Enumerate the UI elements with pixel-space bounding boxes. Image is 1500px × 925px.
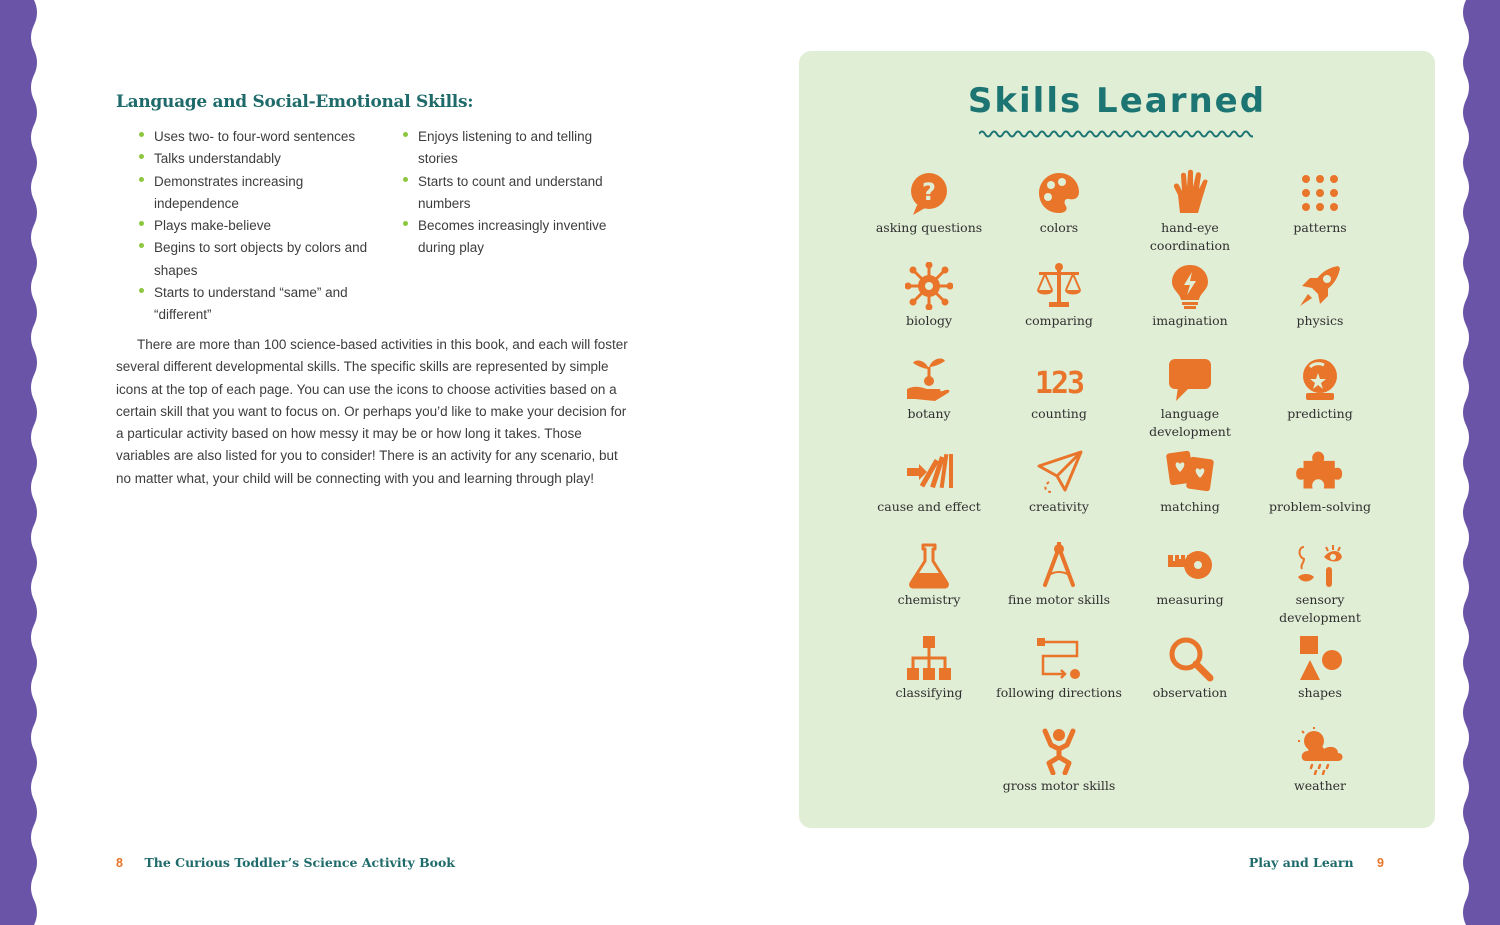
skill-label: problem-solving — [1268, 499, 1372, 514]
microbe-icon — [905, 262, 953, 310]
section-title: Play and Learn — [1248, 855, 1354, 870]
skill-item — [1255, 262, 1385, 330]
list-item: Starts to understand “same” and “different” — [136, 282, 376, 327]
skill-label: cause and effect — [877, 499, 981, 514]
dominoes-icon — [905, 448, 953, 496]
right-footer — [1249, 855, 1384, 870]
skill-label: fine motor skills — [1007, 592, 1111, 607]
list-item: Becomes increasingly inventive during play — [400, 215, 630, 260]
skill-label: matching — [1160, 499, 1220, 514]
skill-label: classifying — [895, 685, 963, 700]
list-item: Uses two- to four-word sentences — [136, 126, 376, 148]
svg-text:?: ? — [922, 178, 936, 206]
page-number: 9 — [1377, 856, 1384, 870]
scale-icon — [1035, 262, 1083, 310]
skill-item — [1125, 448, 1255, 516]
skills-bullet-list-col1 — [136, 126, 376, 327]
left-wavy-border — [0, 0, 44, 925]
title-underline-wave — [979, 129, 1253, 139]
magnifier-icon — [1166, 634, 1214, 682]
skill-label: imagination — [1152, 313, 1228, 328]
list-item: Enjoys listening to and telling stories — [400, 126, 630, 171]
question-bubble-icon — [905, 169, 953, 217]
skill-item — [864, 169, 994, 237]
body-paragraph: There are more than 100 science-based activities in this book, and each will foster several different developmental skills. The specific skills are represented by simple icons at the top of each page. You can use the icons to choose activities based on a certain skill that you want to focus on. Or perhaps you’d like to make your decision for a particular activity based on how messy it may be or how long it takes. Those variables are also listed for you to consider! There is an activity for any scenario, but no matter what, your child will be connecting with you and learning through play! — [116, 337, 628, 486]
list-item: Demonstrates increasing independence — [136, 171, 376, 216]
skill-label: botany — [907, 406, 951, 421]
skill-item — [994, 355, 1124, 423]
skill-label: patterns — [1293, 220, 1347, 235]
skill-label: weather — [1294, 778, 1346, 793]
shapes-icon — [1296, 634, 1344, 682]
skill-item — [1255, 448, 1385, 516]
skill-item — [1255, 634, 1385, 702]
skill-label: chemistry — [897, 592, 961, 607]
hand-icon — [1166, 169, 1214, 217]
senses-icon — [1296, 541, 1344, 589]
skill-label: counting — [1031, 406, 1087, 421]
svg-text:123: 123 — [1035, 366, 1083, 401]
skill-label: hand-eye coordination — [1149, 220, 1231, 253]
cards-icon — [1166, 448, 1214, 496]
skill-item — [994, 541, 1124, 609]
skill-item — [864, 355, 994, 423]
list-item: Plays make-believe — [136, 215, 376, 237]
skill-label: predicting — [1287, 406, 1353, 421]
skill-label: following directions — [996, 685, 1122, 700]
book-title: The Curious Toddler’s Science Activity Book — [144, 855, 455, 870]
list-item: Talks understandably — [136, 148, 376, 170]
skill-label: asking questions — [875, 220, 983, 235]
skill-item — [1255, 727, 1385, 795]
section-heading: Language and Social-Emotional Skills: — [116, 92, 474, 112]
skill-label: creativity — [1029, 499, 1089, 514]
puzzle-icon — [1296, 448, 1344, 496]
skill-item — [864, 448, 994, 516]
skill-item — [1125, 169, 1255, 255]
skill-item — [994, 634, 1124, 702]
skill-item — [1125, 262, 1255, 330]
skill-label: comparing — [1025, 313, 1093, 328]
skill-item — [1125, 541, 1255, 609]
flowchart-icon — [1035, 634, 1083, 682]
skill-label: gross motor skills — [1002, 778, 1116, 793]
skill-label: physics — [1296, 313, 1344, 328]
page-number: 8 — [116, 856, 123, 870]
palette-icon — [1035, 169, 1083, 217]
skill-item — [1255, 541, 1385, 627]
skill-item — [994, 448, 1124, 516]
speech-bubble-icon — [1166, 355, 1214, 403]
dot-grid-icon — [1296, 169, 1344, 217]
flask-icon — [905, 541, 953, 589]
skill-label: shapes — [1298, 685, 1342, 700]
skill-label: language development — [1149, 406, 1231, 439]
skill-label: measuring — [1156, 592, 1224, 607]
rocket-icon — [1296, 262, 1344, 310]
skill-item — [864, 262, 994, 330]
jumping-person-icon — [1035, 727, 1083, 775]
skill-label: sensory development — [1279, 592, 1361, 625]
compass-icon — [1035, 541, 1083, 589]
skill-item — [994, 727, 1124, 795]
numbers-icon — [1035, 355, 1083, 403]
skill-item — [1125, 634, 1255, 702]
tape-measure-icon — [1166, 541, 1214, 589]
cloud-rain-icon — [1296, 727, 1344, 775]
list-item: Starts to count and understand numbers — [400, 171, 630, 216]
skill-item — [1125, 355, 1255, 441]
skill-item — [1255, 169, 1385, 237]
list-item: Begins to sort objects by colors and shapes — [136, 237, 376, 282]
skill-item — [1255, 355, 1385, 423]
skill-item — [864, 541, 994, 609]
skill-label: colors — [1039, 220, 1079, 235]
right-wavy-border — [1456, 0, 1500, 925]
skill-item — [994, 169, 1124, 237]
skill-label: observation — [1152, 685, 1228, 700]
skill-item — [864, 634, 994, 702]
skill-label: biology — [905, 313, 953, 328]
crystal-ball-icon — [1296, 355, 1344, 403]
lightbulb-icon — [1166, 262, 1214, 310]
skills-learned-panel — [799, 51, 1435, 828]
skill-item — [994, 262, 1124, 330]
paper-plane-icon — [1035, 448, 1083, 496]
hierarchy-icon — [905, 634, 953, 682]
sprout-hand-icon — [905, 355, 953, 403]
left-footer — [116, 855, 455, 870]
panel-title: Skills Learned — [967, 81, 1267, 121]
skills-bullet-list-col2 — [400, 126, 630, 260]
